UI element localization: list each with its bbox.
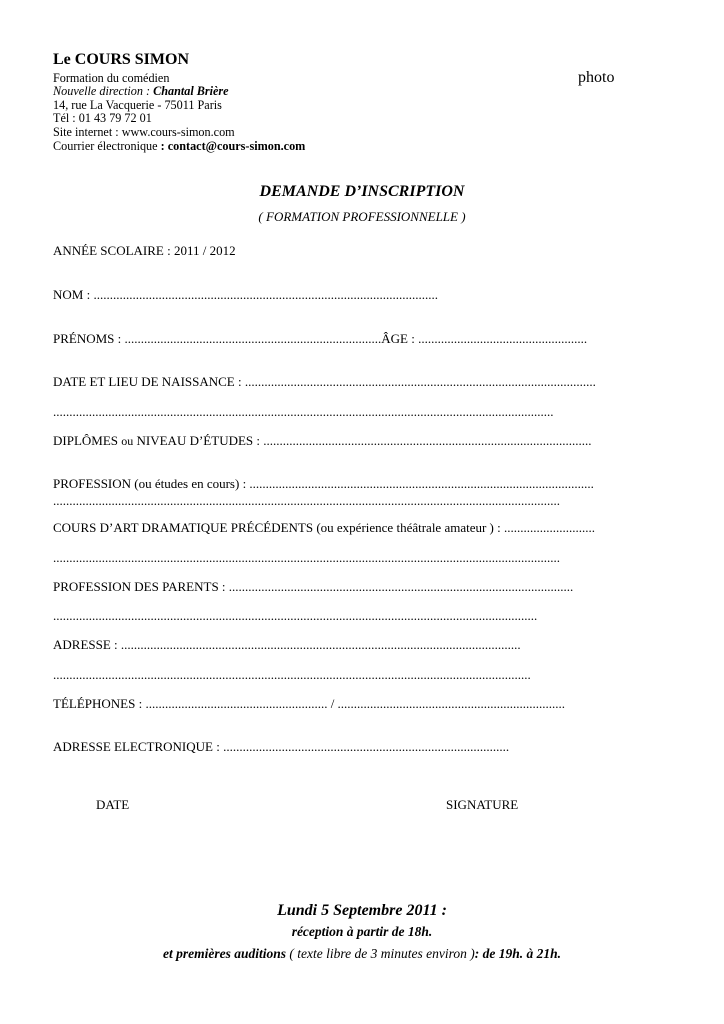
field-cours-art-dramatique[interactable]: COURS D’ART DRAMATIQUE PRÉCÉDENTS (ou expérience théâtrale amateur ) : ............................	[53, 520, 596, 535]
photo-placeholder: photo	[578, 69, 615, 86]
form-subtitle: ( FORMATION PROFESSIONNELLE )	[258, 209, 466, 224]
field-prenoms[interactable]: PRÉNOMS : ...............................................................................	[53, 331, 382, 346]
signature-label: SIGNATURE	[446, 797, 519, 812]
diplomes-label-a: DIPLÔMES	[53, 433, 122, 448]
field-profession-continued[interactable]: ............................................................................................................................................................	[53, 493, 560, 508]
auditions-note: ( texte libre de 3 minutes environ )	[286, 946, 475, 961]
field-parents-continued[interactable]: .....................................................................................................................................................	[53, 608, 538, 623]
direction-label: Nouvelle direction :	[53, 84, 154, 98]
auditions-label: et premières auditions	[163, 946, 287, 961]
school-address: 14, rue La Vacquerie - 75011 Paris	[53, 98, 222, 112]
field-naissance-continued[interactable]: ..........................................................................................................................................................	[53, 404, 554, 419]
date-label: DATE	[96, 797, 130, 812]
form-title: DEMANDE D’INSCRIPTION	[259, 183, 465, 200]
school-phone: Tél : 01 43 79 72 01	[53, 111, 152, 125]
field-prenoms-age[interactable]	[53, 331, 587, 347]
diplomes-label-or: ou	[121, 434, 134, 448]
school-year: ANNÉE SCOLAIRE : 2011 / 2012	[53, 243, 236, 258]
field-adresse-electronique[interactable]: ADRESSE ELECTRONIQUE : ........................................................................................	[53, 739, 510, 754]
email-label: Courrier électronique	[53, 139, 161, 153]
school-subtitle: Formation du comédien	[53, 71, 170, 85]
field-profession-parents[interactable]: PROFESSION DES PARENTS : ..........................................................................................................	[53, 579, 574, 594]
school-name: Le COURS SIMON	[53, 51, 190, 68]
field-cours-art-continued[interactable]: ............................................................................................................................................................	[53, 550, 560, 565]
auditions-time: : de 19h. à 21h.	[474, 946, 561, 961]
direction-name: Chantal Brière	[153, 84, 229, 98]
field-diplomes[interactable]	[53, 433, 592, 449]
email-value: : contact@cours-simon.com	[160, 139, 306, 153]
diplomes-label-c[interactable]: NIVEAU D’ÉTUDES : .....................................................................................................	[133, 433, 592, 448]
field-telephones[interactable]: TÉLÉPHONES : ........................................................ / ......................................................................	[53, 696, 566, 711]
field-profession[interactable]: PROFESSION (ou études en cours) : ..........................................................................................................	[53, 476, 594, 491]
field-adresse[interactable]: ADRESSE : ...........................................................................................................................	[53, 637, 521, 652]
field-adresse-continued[interactable]: ...................................................................................................................................................	[53, 667, 531, 682]
footer-reception: réception à partir de 18h.	[291, 924, 433, 939]
footer-auditions	[0, 946, 724, 962]
direction-line	[53, 84, 229, 98]
field-nom[interactable]: NOM : ..........................................................................................................	[53, 287, 438, 302]
field-naissance[interactable]: DATE ET LIEU DE NAISSANCE : ............................................................................................................	[53, 374, 596, 389]
field-age[interactable]: ÂGE : ....................................................	[381, 331, 588, 346]
school-website: Site internet : www.cours-simon.com	[53, 125, 235, 139]
footer-date: Lundi 5 Septembre 2011 :	[277, 902, 447, 919]
school-email-line	[53, 139, 305, 153]
